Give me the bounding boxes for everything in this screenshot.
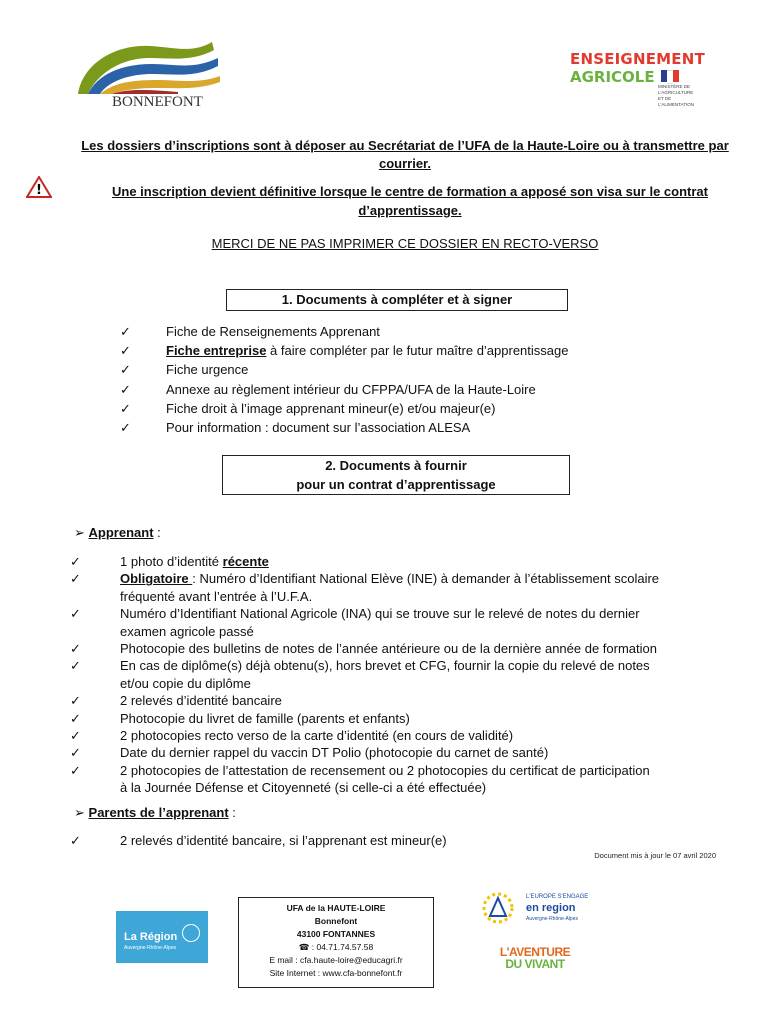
intro-line1: Les dossiers d’inscriptions sont à déposer au Secrétariat de l’UFA de la Haute-Loire ou à transmettre par [81,138,729,153]
aventure-line2: DU VIVANT [505,957,565,971]
check-icon: ✓ [120,343,131,359]
intro-line1b: courrier. [378,156,432,171]
list-item: ✓ 2 photocopies de l’attestation de recensement ou 2 photocopies du certificat de participation à la Journée Défense et Citoyenneté (si celle-ci a été effectuée) [70,762,650,796]
address-site: Bonnefont [314,916,358,926]
region-mountain-icon [182,924,200,942]
apprenant-heading: ➢ Apprenant : [74,525,161,540]
list-item: ✓ Pour information : document sur l’association ALESA [120,418,740,437]
bonnefont-logo-text: BONNEFONT [112,94,203,110]
check-icon: ✓ [70,710,81,726]
check-icon: ✓ [120,420,131,436]
check-icon: ✓ [70,606,81,622]
list-item: ✓ 1 photo d’identité récente [70,554,269,569]
bonnefont-logo [72,36,222,112]
list-item: ✓ 2 relevés d’identité bancaire, si l’apprenant est mineur(e) [70,833,447,848]
europe-line2: en region [526,902,576,914]
svg-text:!: ! [36,183,42,198]
address-city: 43100 FONTANNES [296,929,376,939]
check-icon: ✓ [70,728,81,744]
list-item: ✓ 2 relevés d’identité bancaire [70,693,282,709]
europe-region-logo [474,880,604,936]
enseignement-agricole-logo [570,50,705,120]
check-icon: ✓ [120,324,131,339]
check-icon: ✓ [70,554,81,569]
section1-title: 1. Documents à compléter et à signer [226,289,568,311]
ministry-text: MINISTÈRE DE L'AGRICULTURE ET DE L'ALIMENTATION [658,84,694,107]
check-icon: ✓ [120,381,131,397]
region-logo-title: La Région [124,931,178,943]
address-org: UFA de la HAUTE-LOIRE [286,903,386,913]
aventure-line1: L'AVENTURE [499,945,571,959]
region-logo [116,911,208,963]
list-item: ✓ Photocopie du livret de famille (parents et enfants) [70,710,410,726]
check-icon: ✓ [70,833,81,848]
address-box [238,897,434,988]
check-icon: ✓ [70,571,81,587]
check-icon: ✓ [70,658,81,674]
parents-list [70,833,720,849]
list-item: ✓ En cas de diplôme(s) déjà obtenu(s), hors brevet et CFG, fournir la copie du relevé de notes et/ou copie du diplôme [70,658,650,691]
warning-icon [26,176,52,198]
list-item: ✓ Photocopie des bulletins de notes de l’année antérieure ou de la dernière année de formation [70,641,657,657]
list-item: ✓ Date du dernier rappel du vaccin DT Polio (photocopie du carnet de santé) [70,745,549,761]
warning-line2: d’apprentissage. [358,203,462,218]
bonnefont-hills-icon [72,36,222,96]
check-icon: ✓ [70,641,81,657]
list-item: ✓ 2 photocopies recto verso de la carte d’identité (en cours de validité) [70,728,514,744]
logo-agricole-text: AGRICOLE [570,68,655,86]
parents-heading: ➢ Parents de l’apprenant : [74,805,236,820]
check-icon: ✓ [70,745,81,761]
section1-list [120,322,740,437]
list-item: ✓ Annexe au règlement intérieur du CFPPA/UFA de la Haute-Loire [120,380,740,399]
list-item: ✓ Fiche entreprise à faire compléter par le futur maître d’apprentissage [120,341,740,360]
arrow-bullet-icon: ➢ [74,805,85,820]
print-notice: MERCI DE NE PAS IMPRIMER CE DOSSIER EN RECTO-VERSO [211,236,599,251]
section2-title: 2. Documents à fournir pour un contrat d’apprentissage [222,455,570,495]
europe-line3: Auvergne-Rhône-Alpes [526,916,578,922]
arrow-bullet-icon: ➢ [74,525,85,540]
check-icon: ✓ [70,762,81,778]
address-phone: ☎ : 04.71.74.57.58 [298,942,374,952]
europe-line1: L'EUROPE S'ENGAGE [526,894,589,900]
warning-line1: Une inscription devient définitive lorsque le centre de formation a apposé son visa sur le contrat [112,184,708,199]
list-item: ✓ Fiche de Renseignements Apprenant [120,322,740,341]
eu-stars-icon [478,888,518,928]
check-icon: ✓ [70,693,81,709]
list-item: ✓ Numéro d’Identifiant National Agricole (INA) qui se trouve sur le relevé de notes du dernier examen agricole passé [70,606,640,639]
aventure-vivant-logo [492,945,578,985]
address-website: Site Internet : www.cfa-bonnefont.fr [269,968,403,978]
logo-enseignement-text: ENSEIGNEMENT [570,50,705,68]
check-icon: ✓ [120,362,131,378]
update-note: Document mis à jour le 07 avril 2020 [594,851,716,860]
french-flag-icon [661,70,679,84]
check-icon: ✓ [120,400,131,416]
region-logo-subtitle: Auvergne-Rhône-Alpes [124,945,176,951]
list-item: ✓ Fiche urgence [120,360,740,379]
address-email: E mail : cfa.haute-loire@educagri.fr [269,955,403,965]
list-item: ✓ Fiche droit à l’image apprenant mineur(e) et/ou majeur(e) [120,399,740,418]
list-item: ✓ Obligatoire : Numéro d’Identifiant National Elève (INE) à demander à l’établissement scolaire fréquenté avant l’entrée à l’U.F.A. [70,571,660,604]
apprenant-list [70,553,720,797]
